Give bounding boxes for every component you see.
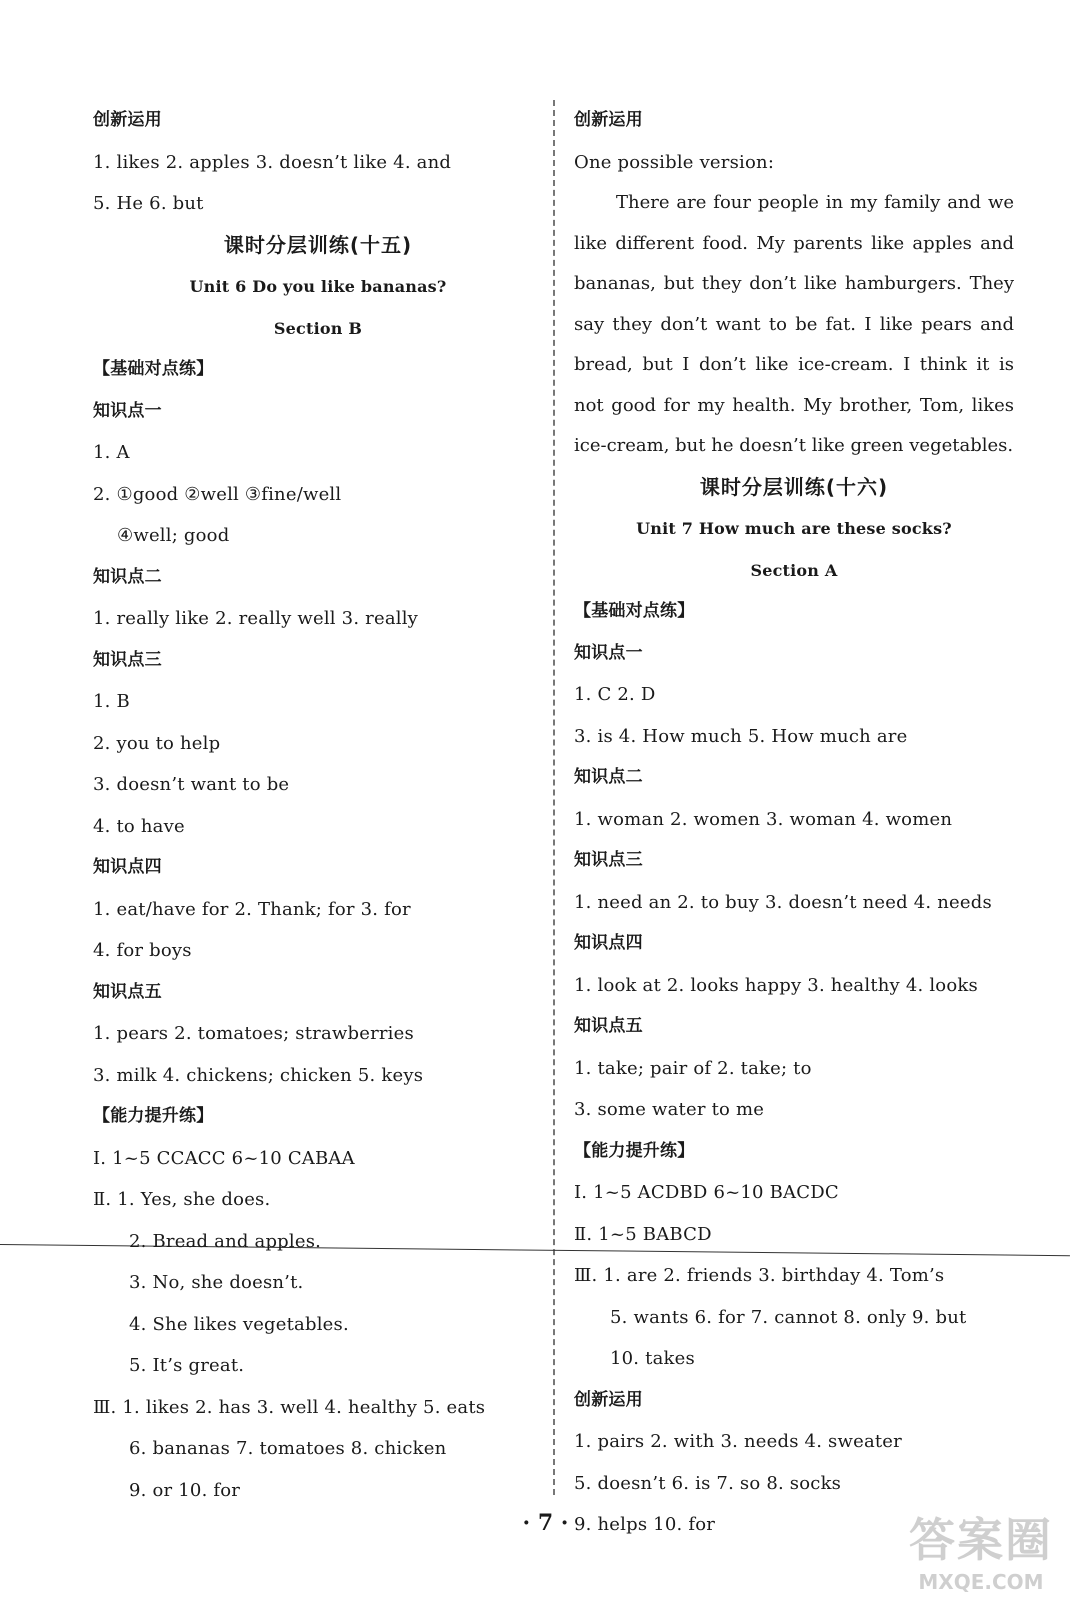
section-heading: 知识点三 [93, 649, 162, 670]
answer-line: 5. It’s great. [129, 1355, 245, 1376]
section-heading: 知识点五 [574, 1016, 643, 1036]
answer-line: 3. doesn’t want to be [93, 774, 290, 795]
answer-line: 1. pears 2. tomatoes; strawberries [93, 1023, 414, 1044]
answer-line: 1. A [93, 442, 130, 463]
section-heading: 知识点二 [574, 767, 643, 787]
unit-heading: Section A [750, 560, 838, 580]
right-answers-block [574, 467, 1014, 1546]
answer-line: ④well; good [117, 525, 230, 546]
unit-heading: Section B [273, 318, 363, 338]
answer-line: Ⅰ. 1~5 ACDBD 6~10 BACDC [574, 1182, 839, 1203]
section-heading: 【能力提升练】 [574, 1140, 695, 1161]
answer-line: 4. for boys [93, 940, 192, 961]
answer-line: 3. milk 4. chickens; chicken 5. keys [93, 1064, 424, 1086]
answer-line: 1. need an 2. to buy 3. doesn’t need 4. needs [574, 891, 992, 913]
section-heading: 【基础对点练】 [93, 359, 214, 379]
answer-line: 6. bananas 7. tomatoes 8. chicken [129, 1438, 447, 1459]
left-column [93, 100, 543, 1511]
right-top-block [574, 100, 1014, 183]
watermark-text-cn: 答案圈 [909, 1513, 1053, 1567]
section-heading: 【基础对点练】 [574, 601, 695, 621]
unit-heading: Unit 7 How much are these socks? [636, 519, 952, 538]
answer-line: 1. C 2. D [574, 684, 656, 705]
answer-line: 5. wants 6. for 7. cannot 8. only 9. but [610, 1306, 967, 1328]
section-heading: 知识点五 [93, 981, 162, 1002]
answer-line: Ⅰ. 1~5 CCACC 6~10 CABAA [93, 1147, 355, 1169]
right-column [574, 100, 1014, 1546]
answer-line: 1. woman 2. women 3. woman 4. women [574, 808, 953, 830]
answer-line: Ⅱ. 1. Yes, she does. [93, 1189, 271, 1210]
section-heading: 创新运用 [574, 1389, 643, 1410]
lesson-title: 课时分层训练(十六) [699, 474, 889, 499]
section-heading: 【能力提升练】 [93, 1106, 214, 1126]
section-heading: 知识点一 [574, 642, 643, 663]
section-heading: 知识点二 [93, 566, 162, 587]
answer-line: 3. some water to me [574, 1099, 765, 1120]
section-heading: 知识点四 [574, 933, 643, 953]
answer-line: 1. likes 2. apples 3. doesn’t like 4. and [93, 151, 452, 173]
answer-line: 1. B [93, 691, 130, 712]
answer-line: 1. look at 2. looks happy 3. healthy 4. looks [574, 974, 978, 996]
answer-line: One possible version: [574, 151, 775, 173]
answer-line: 4. to have [93, 815, 185, 837]
answer-line: 1. eat/have for 2. Thank; for 3. for [93, 898, 411, 920]
lesson-title: 课时分层训练(十五) [223, 232, 413, 257]
page-number: · 7 · [522, 1510, 569, 1536]
section-heading: 知识点三 [574, 850, 643, 870]
answer-line: 4. She likes vegetables. [129, 1313, 349, 1335]
answer-line: 10. takes [610, 1348, 695, 1369]
answer-line: 1. pairs 2. with 3. needs 4. sweater [574, 1431, 902, 1452]
section-heading: 创新运用 [93, 110, 162, 130]
answer-line: 2. ①good ②well ③fine/well [93, 483, 342, 505]
answer-line: Ⅲ. 1. likes 2. has 3. well 4. healthy 5. eats [93, 1396, 486, 1418]
answer-line: 1. take; pair of 2. take; to [574, 1057, 812, 1079]
watermark-text-en: MXQE.COM [918, 1570, 1044, 1594]
answer-line: Ⅱ. 1~5 BABCD [574, 1223, 712, 1245]
essay-paragraph [574, 183, 1014, 467]
answer-line: 9. or 10. for [129, 1479, 241, 1501]
section-heading: 知识点四 [93, 857, 162, 877]
essay-text: There are four people in my family and we like different food. My parents like apples and bananas, but they don’t like hamburgers. They say they don’t want to be fat. I like pears and bread, but I don’t like ice-cream. I think it is not good for my health. My brother, Tom, likes ice-cream, but he doesn’t like green vegetables. [574, 192, 1014, 456]
section-heading: 创新运用 [574, 110, 643, 130]
answer-line: 1. really like 2. really well 3. really [93, 608, 419, 629]
answer-line: 9. helps 10. for [574, 1514, 716, 1535]
answer-line: 2. you to help [93, 732, 221, 754]
answer-line: 2. Bread and apples. [129, 1230, 322, 1252]
section-heading: 知识点一 [93, 400, 162, 421]
answer-line: 3. No, she doesn’t. [129, 1272, 304, 1293]
watermark-logo [891, 1504, 1071, 1594]
answer-line: 3. is 4. How much 5. How much are [574, 725, 908, 747]
answer-line: 5. He 6. but [93, 193, 204, 214]
column-divider [553, 100, 555, 1495]
answer-line: 5. doesn’t 6. is 7. so 8. socks [574, 1472, 842, 1494]
unit-heading: Unit 6 Do you like bananas? [189, 277, 447, 296]
answer-line: Ⅲ. 1. are 2. friends 3. birthday 4. Tom’s [574, 1265, 945, 1286]
